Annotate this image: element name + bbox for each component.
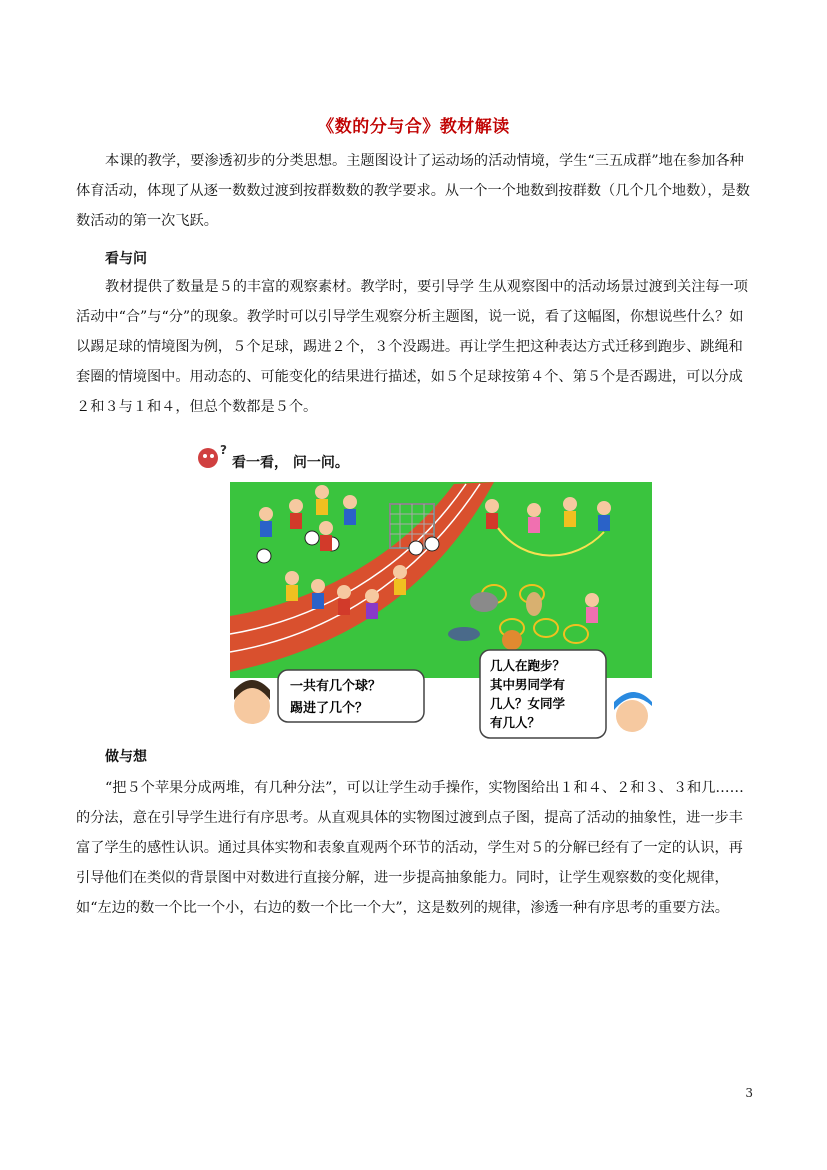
intro-paragraph — [76, 146, 752, 236]
theme-illustration — [194, 444, 654, 744]
mascot-icon — [198, 444, 227, 468]
page-title: 《数的分与合》教材解读 — [317, 117, 510, 137]
intro-text: 本课的教学，要渗透初步的分类思想。主题图设计了运动场的活动情境，学生“三五成群”地在参加各种体育活动，体现了从逐一数数过渡到按群数数的教学要求。从一个一个地数到按群数（几个几个地数），是数数活动的第一次飞跃。 — [76, 153, 750, 229]
bubble-right-line-1: 几人在跑步？ — [490, 658, 566, 673]
look-ask-text: 教材提供了数量是５的丰富的观察素材。教学时，要引导学 生从观察图中的活动场景过渡到关注每一项活动中“合”与“分”的现象。教学时可以引导学生观察分析主题图，说一说，看了这幅图，你想说些什么？如以踢足球的情境图为例，５个足球，踢进２个，３个没踢进。再让学生把这种表达方式迁移到跑步、跳绳和套圈的情境图中。用动态的、可能变化的结果进行描述，如５个足球按第４个、第５个是否踢进，可以分成２和３与１和４，但总个数都是５个。 — [76, 279, 748, 415]
figure-header: 看一看， 问一问。 — [232, 455, 349, 471]
section-heading-do-think: 做与想 — [105, 749, 147, 765]
bubble-right-line-3: 几人？女同学 — [490, 696, 566, 711]
bubble-left-line-2: 踢进了几个？ — [290, 701, 369, 716]
bubble-right-line-4: 有几人？ — [490, 715, 541, 730]
section-heading-look-ask: 看与问 — [105, 251, 147, 267]
look-ask-paragraph — [76, 272, 752, 422]
page-number: 3 — [745, 1086, 753, 1100]
do-think-text: “把５个苹果分成两堆，有几种分法”，可以让学生动手操作，实物图给出１和４、２和３、３和几……的分法，意在引导学生进行有序思考。从直观具体的实物图过渡到点子图，提高了活动的抽象性，进一步丰富了学生的感性认识。通过具体实物和表象直观两个环节的活动，学生对５的分解已经有了一定的认识，再引导他们在类似的背景图中对数进行直接分解，进一步提高抽象能力。同时，让学生观察数的变化规律，如“左边的数一个比一个小，右边的数一个比一个大”，这是数列的规律，渗透一种有序思考的重要方法。 — [76, 780, 744, 916]
playground-scene — [230, 482, 652, 678]
bubble-right-line-2: 其中男同学有 — [490, 677, 566, 692]
left-speech-bubble — [234, 670, 424, 724]
svg-text:?: ? — [220, 444, 227, 457]
bubble-left-line-1: 一共有几个球？ — [290, 679, 382, 694]
do-think-paragraph — [76, 773, 752, 923]
